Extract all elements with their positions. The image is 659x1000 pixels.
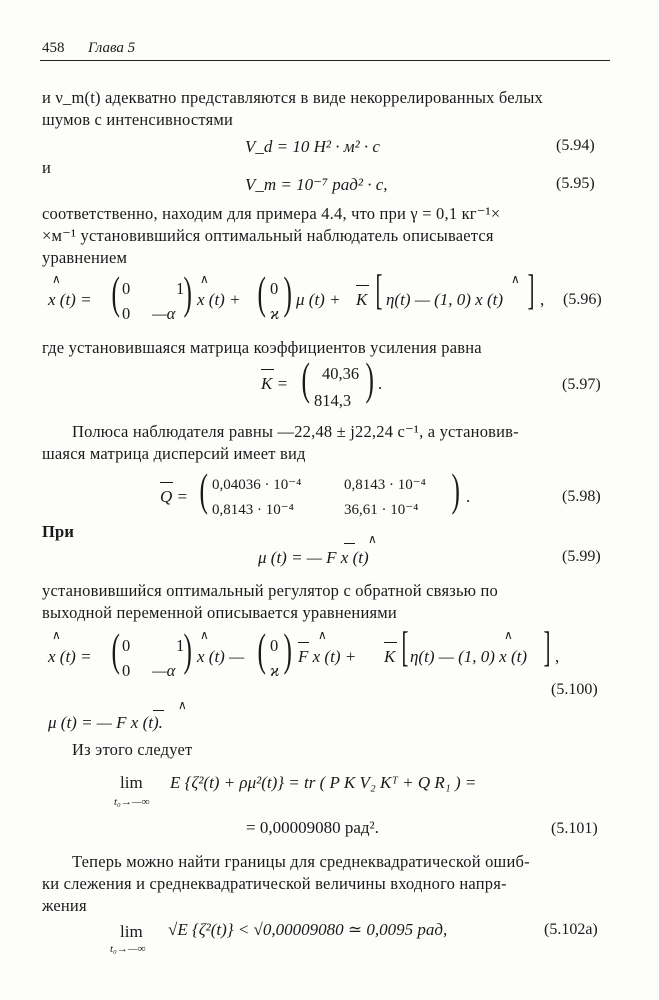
vector-cell: 0 bbox=[270, 279, 279, 298]
matrix-cell: 1 bbox=[176, 279, 185, 298]
hat-accent: ∧ bbox=[504, 628, 513, 642]
equation-part: x (t) = bbox=[48, 647, 92, 666]
bracket-left: [ bbox=[375, 268, 383, 314]
equation-5-102a: √E {ζ²(t)} < √0,00009080 ≃ 0,0095 рад, bbox=[168, 920, 448, 939]
bracket-right: ] bbox=[527, 268, 535, 314]
overline bbox=[153, 710, 164, 711]
matrix-cell: 0 bbox=[122, 279, 131, 298]
equation-5-95: V_m = 10⁻⁷ рад² · с, bbox=[245, 175, 388, 194]
matrix-cell: 0,04036 · 10⁻⁴ bbox=[212, 477, 302, 493]
equation-number: (5.95) bbox=[556, 175, 595, 192]
paragraph-line: Теперь можно найти границы для среднеквадратической ошиб- bbox=[72, 852, 530, 871]
equation-5-99: μ (t) = — F x (t) bbox=[258, 548, 369, 567]
overline bbox=[384, 642, 397, 643]
gain-symbol: K bbox=[356, 290, 368, 309]
matrix-cell: 0 bbox=[122, 661, 131, 680]
overline bbox=[298, 642, 309, 643]
paragraph-line: установившийся оптимальный регулятор с обратной связью по bbox=[42, 581, 499, 600]
paragraph-line: уравнением bbox=[42, 248, 128, 267]
hat-accent: ∧ bbox=[511, 272, 520, 286]
limit-subscript: t₀→—∞ bbox=[114, 796, 150, 808]
equation-number: (5.99) bbox=[562, 548, 601, 565]
paren-right: ) bbox=[183, 267, 192, 318]
limit-operator: lim bbox=[120, 773, 143, 792]
vector-cell: 0 bbox=[270, 636, 279, 655]
paren-right: ) bbox=[451, 464, 460, 515]
paragraph-line: жения bbox=[42, 896, 87, 915]
equation-number: (5.96) bbox=[563, 291, 602, 308]
hat-accent: ∧ bbox=[318, 628, 327, 642]
paragraph-line: где установившаяся матрица коэффициентов усиления равна bbox=[42, 338, 482, 357]
equation-5-101: E {ζ²(t) + ρμ²(t)} = tr ( P K V₂ Kᵀ + Q R₁ ) = bbox=[170, 773, 477, 792]
equation-part: η(t) — (1, 0) x (t) bbox=[410, 647, 528, 666]
hat-accent: ∧ bbox=[368, 532, 377, 546]
matrix-cell: —α bbox=[152, 304, 176, 323]
connector-word: и bbox=[42, 158, 52, 177]
equation-part: = 0,00009080 рад². bbox=[246, 818, 379, 837]
paren-right: ) bbox=[283, 267, 292, 318]
page-number: 458 bbox=[42, 40, 65, 56]
paren-left: ( bbox=[301, 353, 310, 404]
equation-part: x (t) — bbox=[197, 647, 245, 666]
equation-part: . bbox=[466, 487, 471, 506]
header-rule bbox=[40, 60, 610, 61]
matrix-cell: —α bbox=[152, 661, 176, 680]
hat-accent: ∧ bbox=[178, 698, 187, 712]
equation-part: K = bbox=[261, 374, 289, 393]
paren-left: ( bbox=[111, 267, 120, 318]
equation-part: μ (t) + bbox=[296, 290, 341, 309]
equation-5-94: V_d = 10 Н² · м² · с bbox=[245, 137, 380, 156]
vector-cell: ϰ bbox=[270, 661, 280, 680]
bracket-right: ] bbox=[543, 625, 551, 671]
equation-number: (5.101) bbox=[551, 820, 598, 837]
chapter-title: Глава 5 bbox=[88, 40, 136, 56]
equation-part: x (t) = bbox=[48, 290, 92, 309]
equation-part: , bbox=[540, 290, 545, 309]
equation-number: (5.100) bbox=[551, 681, 598, 698]
paragraph-line: Из этого следует bbox=[72, 740, 193, 759]
vector-cell: 814,3 bbox=[314, 391, 352, 410]
hat-accent: ∧ bbox=[52, 272, 61, 286]
hat-accent: ∧ bbox=[52, 628, 61, 642]
paragraph-line: и ν_m(t) адекватно представляются в виде некоррелированных белых bbox=[42, 88, 543, 107]
paren-left: ( bbox=[257, 624, 266, 675]
equation-part: , bbox=[555, 647, 560, 666]
paragraph-line: шумов с интенсивностями bbox=[42, 110, 234, 129]
overline bbox=[344, 543, 355, 544]
paren-right: ) bbox=[365, 353, 374, 404]
paren-left: ( bbox=[257, 267, 266, 318]
hat-accent: ∧ bbox=[200, 272, 209, 286]
equation-part: η(t) — (1, 0) x (t) bbox=[386, 290, 504, 309]
matrix-cell: 0,8143 · 10⁻⁴ bbox=[212, 502, 294, 518]
matrix-cell: 0 bbox=[122, 636, 131, 655]
equation-number: (5.97) bbox=[562, 376, 601, 393]
vector-cell: ϰ bbox=[270, 304, 280, 323]
equation-number: (5.94) bbox=[556, 137, 595, 154]
connector-word: При bbox=[42, 522, 75, 541]
bracket-left: [ bbox=[401, 625, 409, 671]
paren-left: ( bbox=[199, 464, 208, 515]
equation-part: . bbox=[378, 374, 383, 393]
matrix-cell: 0,8143 · 10⁻⁴ bbox=[344, 477, 426, 493]
overline bbox=[261, 369, 274, 370]
limit-operator: lim bbox=[120, 922, 143, 941]
equation-part: x (t) + bbox=[197, 290, 241, 309]
matrix-cell: 36,61 · 10⁻⁴ bbox=[344, 502, 419, 518]
equation-number: (5.102a) bbox=[544, 921, 598, 938]
paragraph-line: ×м⁻¹ установившийся оптимальный наблюдатель описывается bbox=[42, 226, 494, 245]
vector-cell: 40,36 bbox=[322, 364, 360, 383]
hat-accent: ∧ bbox=[200, 628, 209, 642]
overline bbox=[160, 482, 173, 483]
equation-part: Q = bbox=[160, 487, 188, 506]
paren-left: ( bbox=[111, 624, 120, 675]
equation-part: F x (t) + bbox=[298, 647, 357, 666]
equation-number: (5.98) bbox=[562, 488, 601, 505]
paragraph-line: ки слежения и среднеквадратической величины входного напря- bbox=[42, 874, 507, 893]
matrix-cell: 1 bbox=[176, 636, 185, 655]
matrix-cell: 0 bbox=[122, 304, 131, 323]
limit-subscript: t₀→—∞ bbox=[110, 943, 146, 955]
gain-symbol: K bbox=[384, 647, 396, 666]
paragraph-line: соответственно, находим для примера 4.4, что при γ = 0,1 кг⁻¹× bbox=[42, 204, 501, 223]
paragraph-line: Полюса наблюдателя равны —22,48 ± j22,24 с⁻¹, а установив- bbox=[72, 422, 519, 441]
paren-right: ) bbox=[183, 624, 192, 675]
equation-part: μ (t) = — F x (t). bbox=[48, 713, 163, 732]
paragraph-line: выходной переменной описывается уравнениями bbox=[42, 603, 397, 622]
paren-right: ) bbox=[283, 624, 292, 675]
paragraph-line: шаяся матрица дисперсий имеет вид bbox=[42, 444, 306, 463]
overline bbox=[356, 285, 369, 286]
